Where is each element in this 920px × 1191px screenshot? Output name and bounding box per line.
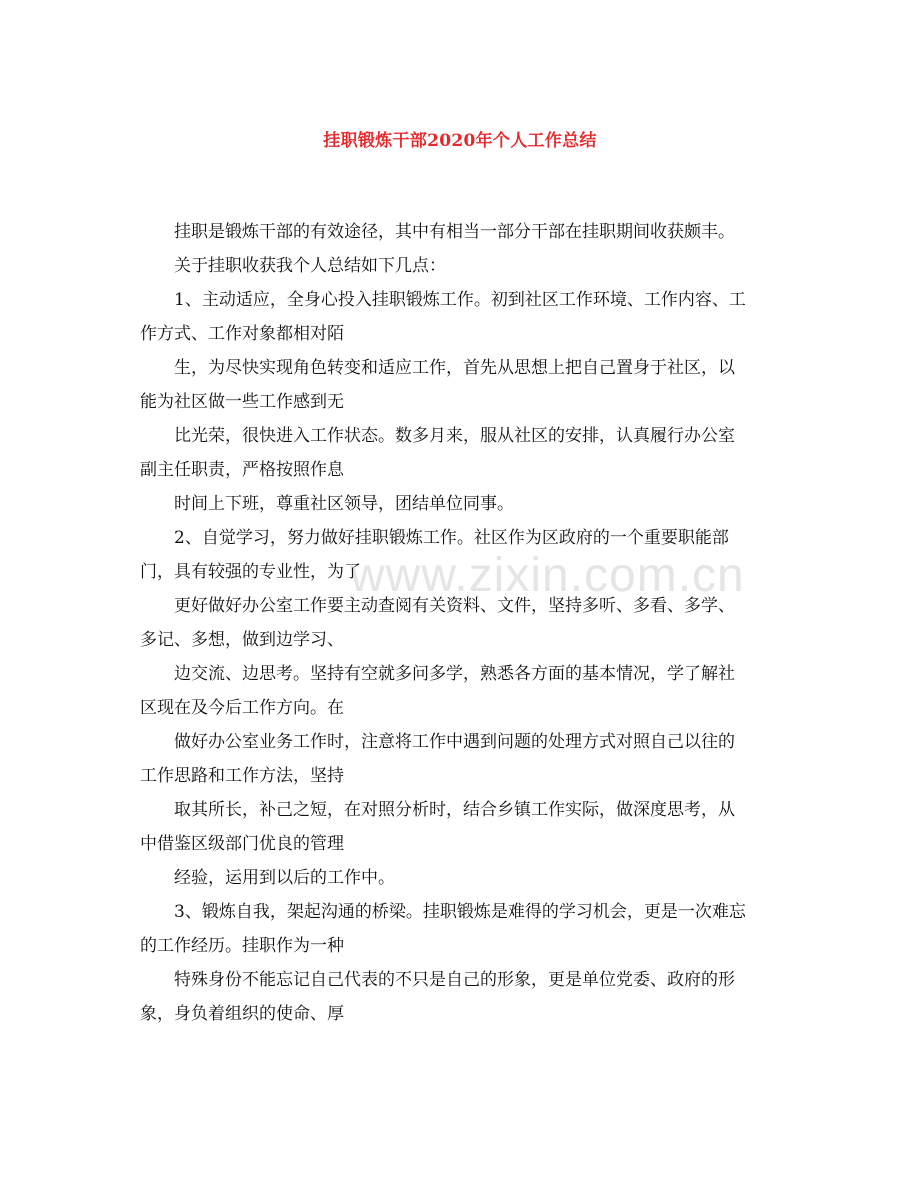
body-line: 1、主动适应，全身心投入挂职锻炼工作。初到社区工作环境、工作内容、工 [174,290,746,310]
body-line: 边交流、边思考。坚持有空就多问多学，熟悉各方面的基本情况，学了解社 [174,664,735,684]
body-line: 2、自觉学习，努力做好挂职锻炼工作。社区作为区政府的一个重要职能部 [174,528,729,548]
body-line: 象，身负着组织的使命、厚 [140,1004,344,1024]
body-line: 做好办公室业务工作时，注意将工作中遇到问题的处理方式对照自己以往的 [174,732,735,752]
body-line: 比光荣，很快进入工作状态。数多月来，服从社区的安排，认真履行办公室 [174,426,735,446]
body-line: 的工作经历。挂职作为一种 [140,936,344,956]
body-line: 更好做好办公室工作要主动查阅有关资料、文件，坚持多听、多看、多学、 [174,596,735,616]
body-line: 关于挂职收获我个人总结如下几点： [174,256,446,276]
body-line: 取其所长，补己之短，在对照分析时，结合乡镇工作实际，做深度思考，从 [174,800,735,820]
body-line: 特殊身份不能忘记自己代表的不只是自己的形象，更是单位党委、政府的形 [174,970,735,990]
body-line: 作方式、工作对象都相对陌 [140,324,344,344]
document-body [140,215,780,1031]
body-line: 区现在及今后工作方向。在 [140,698,344,718]
body-line: 时间上下班，尊重社区领导，团结单位同事。 [174,494,514,514]
body-line: 3、锻炼自我，架起沟通的桥梁。挂职锻炼是难得的学习机会，更是一次难忘 [174,902,746,922]
body-line: 挂职是锻炼干部的有效途径，其中有相当一部分干部在挂职期间收获颇丰。 [174,222,735,242]
body-line: 门，具有较强的专业性，为了 [140,562,361,582]
watermark: www.zixin.com.cn [350,549,745,602]
body-line: 工作思路和工作方法，坚持 [140,766,344,786]
body-line: 副主任职责，严格按照作息 [140,460,344,480]
body-line: 经验，运用到以后的工作中。 [174,868,395,888]
body-line: 能为社区做一些工作感到无 [140,392,344,412]
body-line: 生，为尽快实现角色转变和适应工作，首先从思想上把自己置身于社区，以 [174,358,735,378]
body-line: 中借鉴区级部门优良的管理 [140,834,344,854]
body-line: 多记、多想，做到边学习、 [140,630,344,650]
document-title: 挂职锻炼干部2020年个人工作总结 [323,131,597,151]
